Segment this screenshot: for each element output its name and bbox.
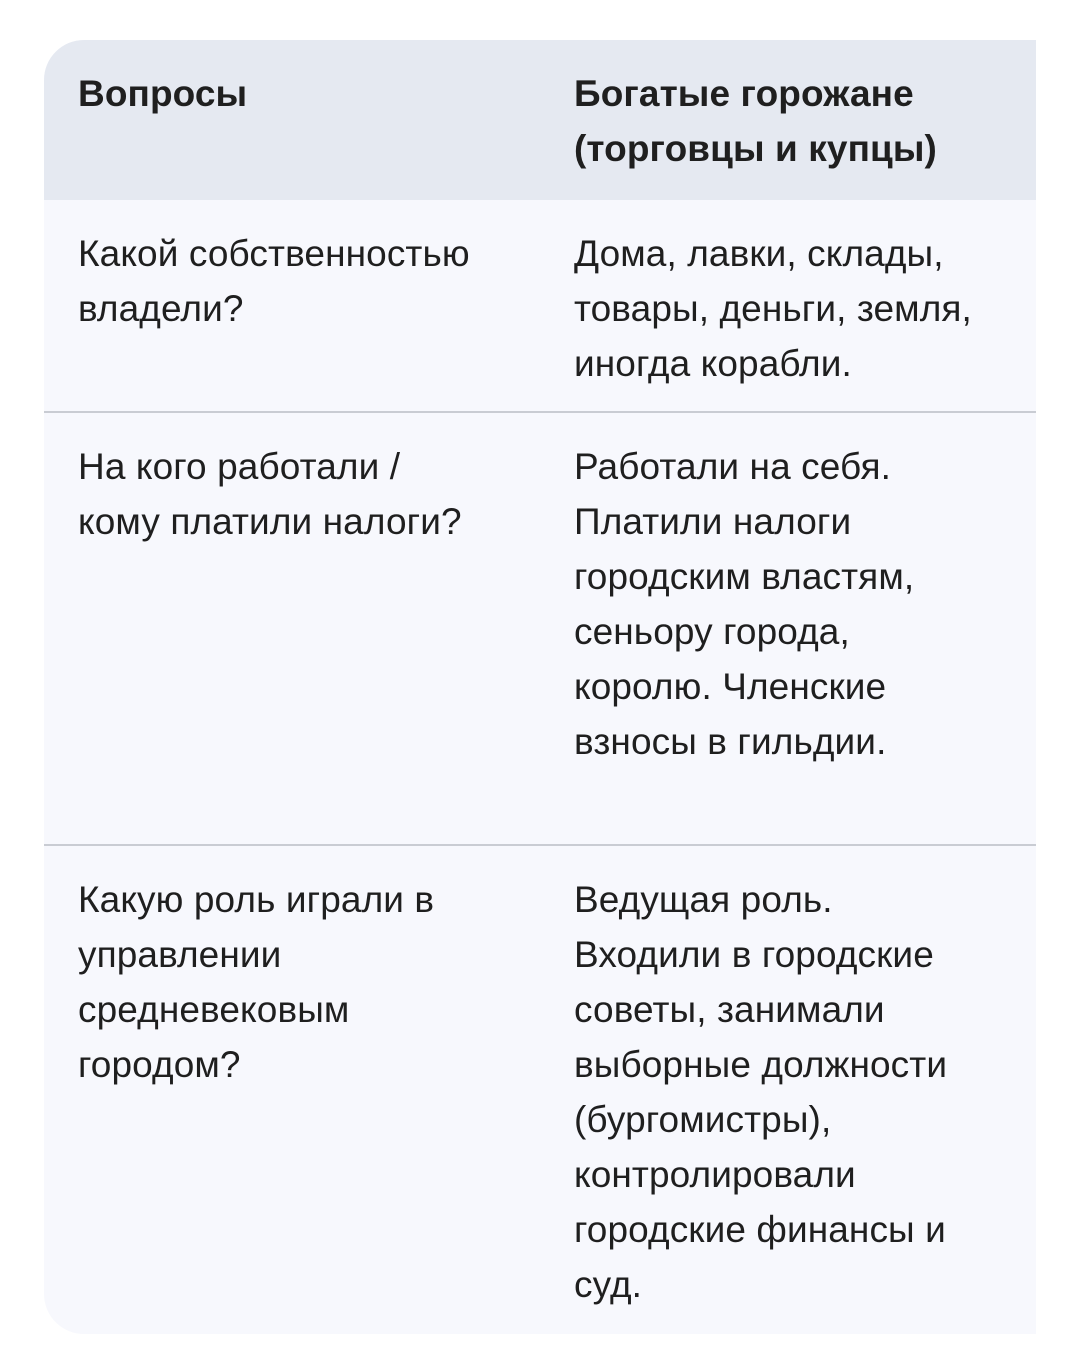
table-header-row [44,40,1036,200]
table-row [44,846,1036,1334]
comparison-table [44,40,1036,1334]
answer-cell: Ведущая роль. Входили в городские советы, занимали выборные должности (бургомистры), контролировали городские финансы и суд. [574,879,948,1305]
question-cell: На кого работали / кому платили налоги? [78,446,462,542]
question-cell: Какую роль играли в управлении средневековым городом? [78,879,435,1085]
header-wealthy-citizens: Богатые горожане (торговцы и купцы) [574,73,937,169]
answer-cell: Дома, лавки, склады, товары, деньги, земля, иногда корабли. [574,233,972,384]
answer-cell: Работали на себя. Платили налоги городским властям, сеньору города, королю. Членские взносы в гильдии. [574,446,915,762]
table-row [44,200,1036,412]
question-cell: Какой собственностью владели? [78,233,470,329]
table-row [44,413,1036,845]
header-questions: Вопросы [78,73,248,114]
